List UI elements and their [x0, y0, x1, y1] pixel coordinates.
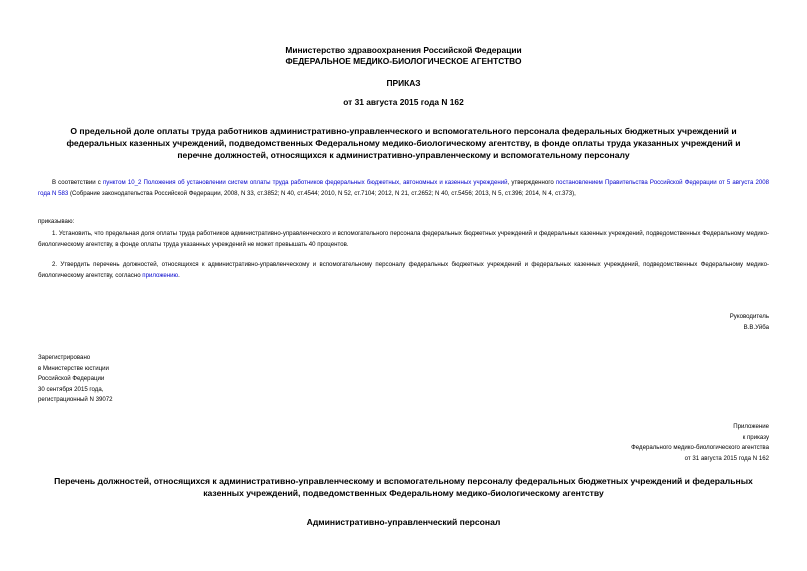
regulation-link[interactable]: пунктом 10_2 Положения об установлении систем оплаты труда работников федеральных бюджетных, автономных и казенных учреждений	[102, 179, 508, 186]
agency-name: ФЕДЕРАЛЬНОЕ МЕДИКО-БИОЛОГИЧЕСКОЕ АГЕНТСТВО	[285, 56, 522, 66]
appendix-link[interactable]: приложению	[142, 272, 179, 279]
title-line: федеральных казенных учреждений, подведомственных Федеральному медико-биологическому агентству, в фонде оплаты труда указанных учреждений и	[66, 138, 741, 148]
appendix-note-line: Приложение	[733, 423, 769, 430]
signature-name: В.В.Уйба	[743, 323, 769, 331]
order-item-1: 1. Установить, что предельная доля оплаты труда работников административно-управленческого и вспомогательного персонала федеральных бюджетных учреждений и федеральных казенных учреждений, подведомственных Федеральному медико-биологическому агентству, в фонде оплаты труда указанных учреждений не может превышать 40 процентов.	[38, 230, 769, 248]
ministry-name: Министерство здравоохранения Российской Федерации	[285, 45, 522, 55]
registration-line: Зарегистрировано	[38, 354, 91, 361]
appendix-title-line: Перечень должностей, относящихся к административно-управленческому и вспомогательному персоналу федеральных бюджетных учреждений и федеральных	[54, 476, 753, 486]
appendix-title	[0, 475, 807, 499]
registration-block	[38, 353, 113, 406]
appendix-note-line: от 31 августа 2015 года N 162	[684, 454, 769, 462]
signature-block	[730, 312, 769, 333]
appendix-title-line: казенных учреждений, подведомственных Федеральному медико-биологическому агентству	[203, 488, 604, 498]
government-decree-link[interactable]: постановлением Правительства Российской Федерации от 5 августа 2008 года N 583	[38, 179, 770, 197]
section-heading: Административно-управленческий персонал	[306, 517, 501, 527]
title-line: О предельной доле оплаты труда работников административно-управленческого и вспомогательного персонала федеральных бюджетных учреждений и	[70, 126, 737, 136]
preamble-paragraph	[38, 177, 769, 199]
registration-line: регистрационный N 39072	[38, 396, 113, 403]
document-title	[0, 125, 807, 161]
document-date: от 31 августа 2015 года N 162	[343, 97, 464, 107]
preamble-suffix: (Собрание законодательства Российской Федерации, 2008, N 33, ст.3852; N 40, ст.4544; 2010, N 52, ст.7104; 2012, N 21, ст.2652; N 40, ст.5456; 2013, N 5, ст.396; 2014, N 4, ст.373),	[68, 190, 576, 197]
registration-line: в Министерстве юстиции	[38, 364, 109, 372]
preamble-middle: , утвержденного	[507, 179, 556, 186]
appendix-note-line: Федерального медико-биологического агентства	[631, 444, 769, 451]
order-word: приказываю:	[38, 218, 75, 225]
order-item-2	[38, 259, 769, 281]
registration-line: Российской Федерации	[38, 375, 105, 382]
appendix-note	[631, 422, 769, 464]
item-2-text: 2. Утвердить перечень должностей, относящихся к административно-управленческому и вспомогательному персоналу федеральных бюджетных учреждений и федеральных казенных учреждений, подведомственных Федеральному медико-биологическому агентству, согласно	[38, 261, 769, 279]
document-type: ПРИКАЗ	[386, 78, 421, 88]
item-2-end: .	[178, 272, 180, 279]
preamble-prefix: В соответствии с	[52, 179, 103, 186]
signature-position: Руководитель	[729, 313, 769, 320]
appendix-note-line: к приказу	[742, 433, 769, 441]
title-line: перечне должностей, относящихся к административно-управленческому и вспомогательному персоналу	[177, 150, 630, 160]
registration-line: 30 сентября 2015 года,	[38, 385, 104, 393]
